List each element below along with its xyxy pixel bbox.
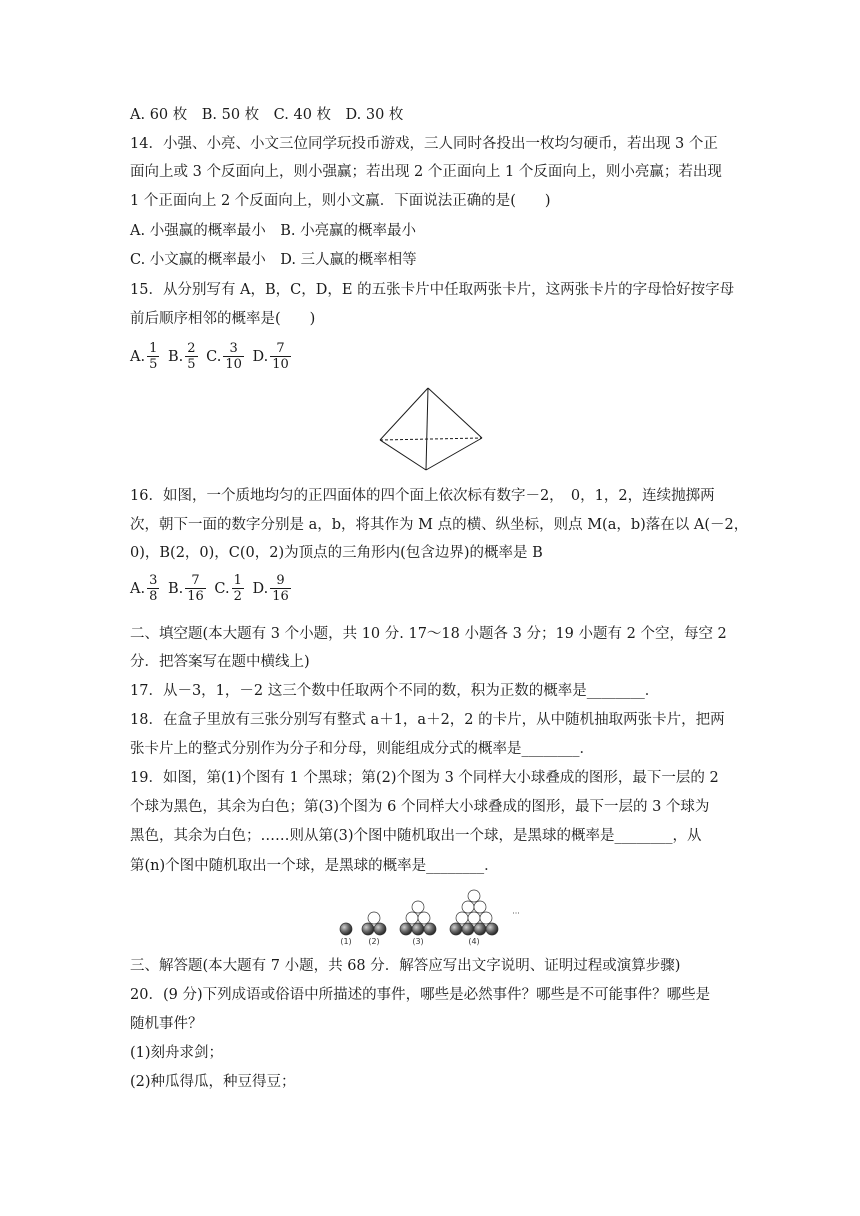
q15-option-c: C. $\frac{3}{10}$ <box>206 341 242 372</box>
black-ball <box>340 923 352 935</box>
q19-text-3: 黑色，其余为白色；……则从第(3)个图中随机取出一个球，是黑球的概率是________，从 <box>130 828 702 844</box>
q19-text-4: 第(n)个图中随机取出一个球，是黑球的概率是________． <box>130 858 499 874</box>
q18-text-1: 18．在盒子里放有三张分别写有整式 a＋1，a＋2，2 的卡片，从中随机抽取两张卡片，把两 <box>130 712 725 728</box>
tetrahedron-edge <box>428 388 482 438</box>
black-ball <box>362 923 374 935</box>
black-ball <box>450 923 462 935</box>
fraction: $\frac{1}{5}$ <box>149 341 158 372</box>
section-2-heading-1: 二、填空题(本大题有 3 个小题，共 10 分. 17～18 小题各 3 分；19 小题有 2 个空，每空 2 <box>130 626 727 642</box>
figure-caption-1: (1) <box>340 937 352 946</box>
black-ball <box>474 923 486 935</box>
section-3-heading: 三、解答题(本大题有 7 小题，共 68 分．解答应写出文字说明、证明过程或演算步骤) <box>130 958 681 974</box>
figure-caption-2: (2) <box>368 937 380 946</box>
tetrahedron-edge <box>426 438 482 470</box>
q16-text-3: 0)，B(2，0)，C(0，2)为顶点的三角形内(包含边界)的概率是 B <box>130 545 543 561</box>
q19-text-1: 19．如图，第(1)个图有 1 个黑球；第(2)个图为 3 个同样大小球叠成的图形，最下一层的 2 <box>130 770 719 786</box>
q16-option-d: D. $\frac{9}{16}$ <box>252 573 289 604</box>
q16-text-1: 16．如图，一个质地均匀的正四面体的四个面上依次标有数字－2， 0，1，2，连续抛掷两 <box>130 488 715 504</box>
white-ball <box>474 901 486 913</box>
white-ball <box>456 912 468 924</box>
black-ball <box>424 923 436 935</box>
white-ball <box>412 901 424 913</box>
q14-text-2: 面向上或 3 个反面向上，则小强赢；若出现 2 个正面向上 1 个反面向上，则小亮赢；若出现 <box>130 164 722 180</box>
white-ball <box>418 912 430 924</box>
tetrahedron-edge <box>426 388 428 470</box>
tetrahedron-hidden-edge <box>380 438 482 440</box>
fraction: $\frac{9}{16}$ <box>272 573 289 604</box>
fraction: $\frac{1}{2}$ <box>233 573 242 604</box>
white-ball <box>368 912 380 924</box>
q18-text-2: 张卡片上的整式分别作为分子和分母，则能组成分式的概率是________． <box>130 741 594 757</box>
fraction: $\frac{7}{16}$ <box>187 573 204 604</box>
section-2-heading-2: 分．把答案写在题中横线上) <box>130 654 310 670</box>
q15-option-d: D. $\frac{7}{10}$ <box>252 341 289 372</box>
q14-text-1: 14．小强、小亮、小文三位同学玩投币游戏，三人同时各投出一枚均匀硬币，若出现 3 个正 <box>130 136 718 152</box>
q20-text-1: 20．(9 分)下列成语或俗语中所描述的事件，哪些是必然事件？哪些是不可能事件？哪些是 <box>130 987 711 1003</box>
black-ball <box>462 923 474 935</box>
tetrahedron-edge <box>380 388 428 440</box>
black-ball <box>486 923 498 935</box>
fraction: $\frac{3}{8}$ <box>149 573 158 604</box>
fraction: $\frac{7}{10}$ <box>272 341 289 372</box>
white-ball <box>406 912 418 924</box>
fraction: $\frac{2}{5}$ <box>187 341 196 372</box>
q15-options <box>130 341 730 381</box>
q20-item-2: (2)种瓜得瓜，种豆得豆； <box>130 1074 296 1090</box>
black-ball <box>400 923 412 935</box>
q16-option-c: C. $\frac{1}{2}$ <box>214 573 242 604</box>
q16-option-b: B. $\frac{7}{16}$ <box>167 573 204 604</box>
figure-caption-4: (4) <box>468 937 480 946</box>
q16-options <box>130 573 730 613</box>
q14-text-3: 1 个正面向上 2 个反面向上，则小文赢．下面说法正确的是( ) <box>130 193 551 209</box>
q20-item-1: (1)刻舟求剑； <box>130 1045 224 1061</box>
q16-option-a: A. $\frac{3}{8}$ <box>130 573 158 604</box>
q14-options-ab: A. 小强赢的概率最小 B. 小亮赢的概率最小 <box>130 223 417 239</box>
q15-text-1: 15．从分别写有 A，B，C，D，E 的五张卡片中任取两张卡片，这两张卡片的字母恰好按字母 <box>130 282 735 298</box>
figure-ellipsis: ··· <box>512 909 520 918</box>
black-ball <box>374 923 386 935</box>
q14-options-cd: C. 小文赢的概率最小 D. 三人赢的概率相等 <box>130 252 417 268</box>
q20-text-2: 随机事件？ <box>130 1016 203 1032</box>
q17-text: 17．从－3，1，－2 这三个数中任取两个不同的数，积为正数的概率是________． <box>130 683 660 699</box>
q16-text-2: 次，朝下一面的数字分别是 a，b，将其作为 M 点的横、纵坐标，则点 M(a，b)落在以 A(－2， <box>130 517 749 533</box>
ball-stack-figure <box>330 882 530 948</box>
q15-option-a: A. $\frac{1}{5}$ <box>130 341 158 372</box>
q19-text-2: 个球为黑色，其余为白色；第(3)个图为 6 个同样大小球叠成的图形，最下一层的 3 个球为 <box>130 799 710 815</box>
figure-caption-3: (3) <box>412 937 424 946</box>
black-ball <box>412 923 424 935</box>
q15-text-2: 前后顺序相邻的概率是( ) <box>130 311 316 327</box>
white-ball <box>468 890 480 902</box>
q13-options: A. 60 枚 B. 50 枚 C. 40 枚 D. 30 枚 <box>130 107 404 123</box>
white-ball <box>462 901 474 913</box>
tetrahedron-figure <box>370 384 490 474</box>
q15-option-b: B. $\frac{2}{5}$ <box>167 341 196 372</box>
tetrahedron-edge <box>380 440 426 470</box>
white-ball <box>480 912 492 924</box>
white-ball <box>468 912 480 924</box>
fraction: $\frac{3}{10}$ <box>225 341 242 372</box>
